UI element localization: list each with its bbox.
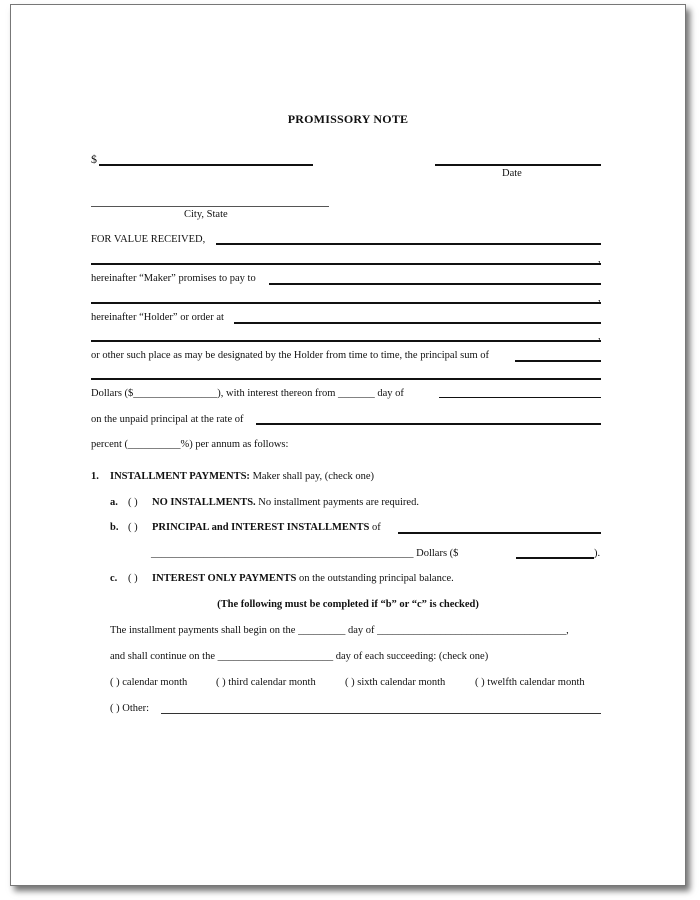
payee-field[interactable] — [269, 283, 601, 285]
rate-field[interactable] — [256, 423, 601, 425]
date-label: Date — [502, 168, 522, 179]
option-b-text — [152, 522, 381, 534]
option-a-description: No installment payments are required. — [255, 497, 419, 508]
option-a-title: NO INSTALLMENTS. — [152, 497, 256, 508]
option-sixth-calendar-month[interactable]: ( ) sixth calendar month — [345, 677, 446, 688]
option-b-checkbox[interactable]: ( ) — [128, 522, 138, 533]
installment-amount-field[interactable] — [398, 532, 601, 534]
interest-from-month-field[interactable] — [439, 397, 601, 398]
principal-sum-field-continued[interactable] — [91, 378, 601, 380]
holder-address-field[interactable] — [234, 322, 601, 324]
comma-3: , — [598, 331, 601, 342]
option-c-text — [152, 573, 454, 585]
option-b-label: b. — [110, 522, 119, 533]
maker-name-field[interactable] — [216, 243, 601, 245]
comma-2: , — [598, 293, 601, 304]
option-c-title: INTEREST ONLY PAYMENTS — [152, 573, 297, 584]
dollar-sign: $ — [91, 152, 97, 166]
city-state-label: City, State — [184, 209, 228, 220]
maker-promises-label: hereinafter “Maker” promises to pay to — [91, 273, 256, 284]
section-1-number: 1. — [91, 471, 99, 482]
document-page — [10, 4, 686, 886]
option-a-label: a. — [110, 497, 118, 508]
section-1-title: INSTALLMENT PAYMENTS: — [110, 471, 250, 482]
installment-dollars-end: ). — [594, 548, 601, 559]
option-third-calendar-month[interactable]: ( ) third calendar month — [216, 677, 316, 688]
for-value-received-label: FOR VALUE RECEIVED, — [91, 234, 206, 245]
amount-field[interactable] — [99, 164, 313, 166]
form-title: PROMISSORY NOTE — [287, 112, 409, 126]
option-c-checkbox[interactable]: ( ) — [128, 573, 138, 584]
section-1-heading — [110, 471, 374, 483]
other-frequency-field[interactable] — [161, 713, 601, 714]
option-c-label: c. — [110, 573, 118, 584]
option-c-description: on the outstanding principal balance. — [296, 573, 454, 584]
option-b-title: PRINCIPAL and INTEREST INSTALLMENTS — [152, 522, 370, 533]
principal-sum-field[interactable] — [515, 360, 601, 362]
percent-label: percent (__________%) per annum as follows: — [91, 439, 289, 450]
maker-name-field-continued[interactable] — [91, 263, 601, 265]
option-a-checkbox[interactable]: ( ) — [128, 497, 138, 508]
payments-begin-label: The installment payments shall begin on the _________ day of ____________________________________, — [110, 625, 569, 636]
option-b-description: of — [369, 522, 381, 533]
option-a-text — [152, 497, 419, 509]
option-other[interactable]: ( ) Other: — [110, 703, 150, 714]
section-1-text: Maker shall pay, (check one) — [249, 471, 375, 482]
installment-dollars-label: __________________________________________________ Dollars ($ — [151, 548, 459, 559]
date-field[interactable] — [435, 164, 601, 166]
holder-label: hereinafter “Holder” or order at — [91, 312, 224, 323]
installment-dollars-amount-field[interactable] — [516, 557, 594, 559]
comma-1: , — [598, 254, 601, 265]
holder-address-field-continued[interactable] — [91, 340, 601, 342]
rate-label: on the unpaid principal at the rate of — [91, 414, 244, 425]
dollars-interest-label: Dollars ($________________), with interest thereon from _______ day of — [91, 388, 404, 399]
option-twelfth-calendar-month[interactable]: ( ) twelfth calendar month — [475, 677, 585, 688]
option-calendar-month[interactable]: ( ) calendar month — [110, 677, 188, 688]
completion-note: (The following must be completed if “b” or “c” is checked) — [217, 599, 479, 610]
principal-sum-label: or other such place as may be designated by the Holder from time to time, the principal sum of — [91, 350, 490, 361]
payments-continue-label: and shall continue on the ______________________ day of each succeeding: (check one) — [110, 651, 489, 662]
city-state-field[interactable] — [91, 206, 329, 207]
payee-field-continued[interactable] — [91, 302, 601, 304]
